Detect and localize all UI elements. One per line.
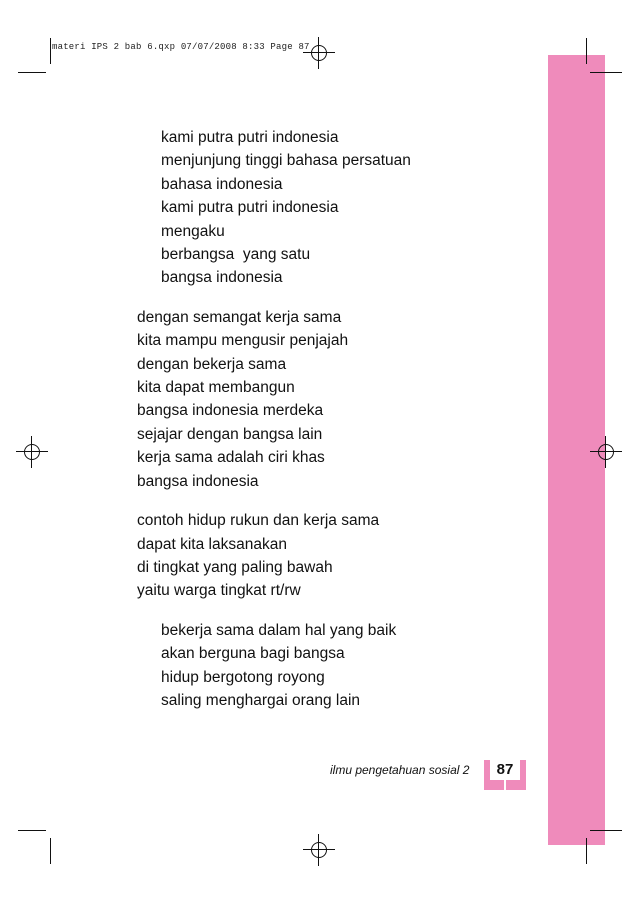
poem-line: contoh hidup rukun dan kerja sama bbox=[137, 512, 380, 530]
poem-line: bangsa indonesia bbox=[161, 269, 283, 287]
poem-line: bangsa indonesia bbox=[137, 472, 259, 490]
poem-line: kerja sama adalah ciri khas bbox=[137, 449, 325, 467]
poem-line: bangsa indonesia merdeka bbox=[137, 402, 324, 420]
poem-line: hidup bergotong royong bbox=[161, 668, 325, 686]
crop-mark bbox=[18, 830, 46, 831]
poem-line: kita mampu mengusir penjajah bbox=[137, 332, 349, 350]
poem-line: dengan semangat kerja sama bbox=[137, 308, 342, 326]
crop-mark bbox=[18, 72, 46, 73]
book-title: ilmu pengetahuan sosial 2 bbox=[330, 763, 470, 777]
poem-line: saling menghargai orang lain bbox=[161, 691, 361, 709]
crop-mark bbox=[590, 72, 622, 73]
poem-line: kami putra putri indonesia bbox=[161, 129, 339, 146]
poem-line: yaitu warga tingkat rt/rw bbox=[137, 582, 301, 600]
poem-line: bahasa indonesia bbox=[161, 175, 283, 193]
poem-line: berbangsa yang satu bbox=[161, 246, 311, 264]
registration-mark-icon bbox=[20, 440, 44, 464]
poem-line: bekerja sama dalam hal yang baik bbox=[161, 621, 397, 639]
stanza bbox=[137, 126, 537, 290]
poem-line: mengaku bbox=[161, 222, 225, 240]
registration-mark-icon bbox=[307, 41, 331, 65]
registration-mark-icon bbox=[307, 838, 331, 862]
poem-line: akan berguna bagi bangsa bbox=[161, 645, 345, 663]
page-number-badge bbox=[484, 760, 526, 790]
poem-line: sejajar dengan bangsa lain bbox=[137, 425, 323, 443]
poem-body bbox=[137, 126, 537, 728]
crop-mark bbox=[586, 838, 587, 864]
stanza bbox=[137, 619, 537, 713]
poem-line: kami putra putri indonesia bbox=[161, 199, 339, 217]
crop-mark bbox=[586, 38, 587, 64]
page-number: 87 bbox=[496, 761, 514, 778]
stanza bbox=[137, 306, 537, 493]
poem-line: menjunjung tinggi bahasa persatuan bbox=[161, 152, 411, 170]
poem-line: kita dapat membangun bbox=[137, 379, 295, 397]
poem-line: dapat kita laksanakan bbox=[137, 535, 287, 553]
stanza bbox=[137, 509, 537, 603]
poem-line: di tingkat yang paling bawah bbox=[137, 558, 333, 576]
crop-mark bbox=[50, 838, 51, 864]
poem-line: dengan bekerja sama bbox=[137, 355, 287, 373]
registration-mark-icon bbox=[594, 440, 618, 464]
print-slug: materi IPS 2 bab 6.qxp 07/07/2008 8:33 Page 87 bbox=[52, 42, 310, 52]
crop-mark bbox=[50, 38, 51, 64]
crop-mark bbox=[590, 830, 622, 831]
